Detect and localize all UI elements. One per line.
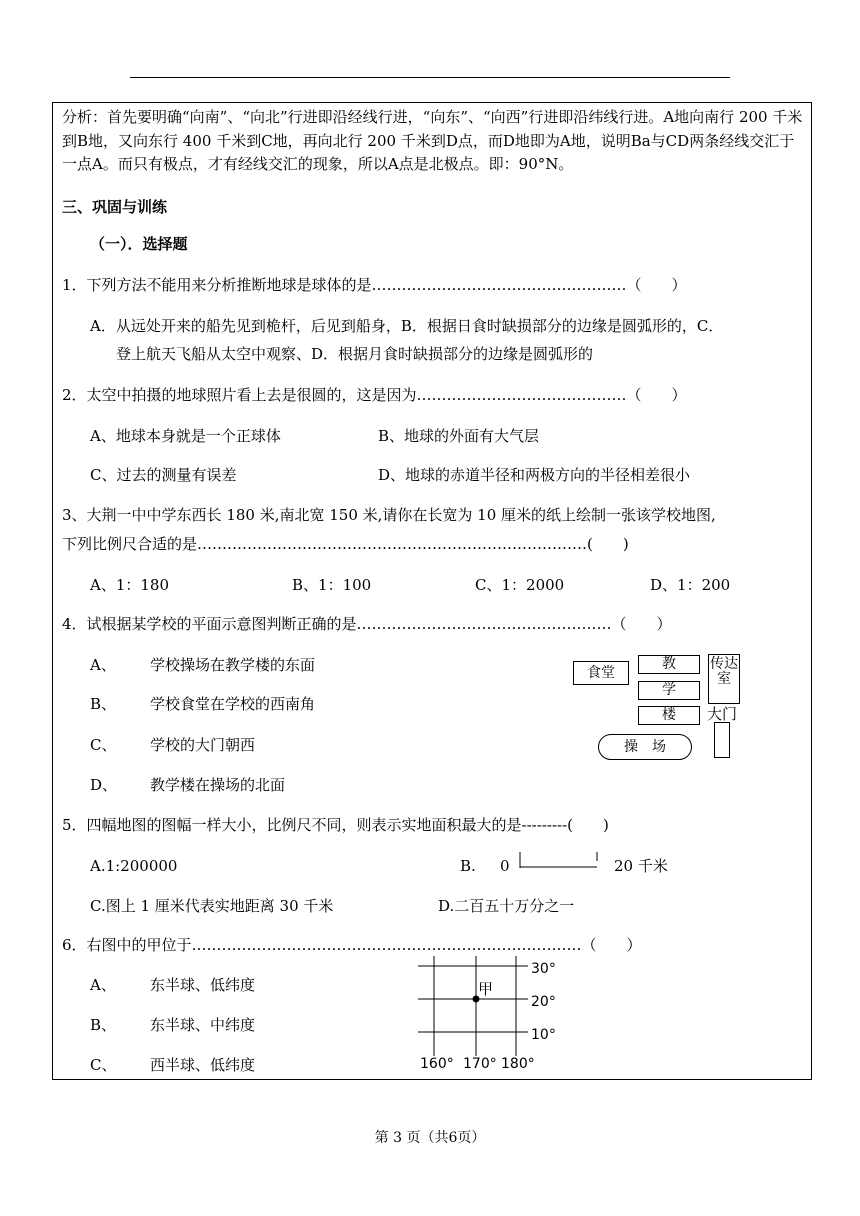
q2-option-c: C、过去的测量有误差 bbox=[90, 466, 237, 484]
q1-options-line2: 登上航天飞船从太空中观察、D．根据月食时缺损部分的边缘是圆弧形的 bbox=[116, 345, 594, 363]
q4-option-a-label: A、 bbox=[90, 656, 116, 674]
q6-option-c-label: C、 bbox=[90, 1056, 117, 1074]
page-footer bbox=[0, 1127, 860, 1147]
q4-option-a: 学校操场在教学楼的东面 bbox=[150, 656, 316, 674]
q3-option-c: C、1：2000 bbox=[475, 576, 565, 594]
footer-suffix: 页） bbox=[457, 1130, 486, 1146]
lon-label-160: 160° bbox=[420, 1056, 454, 1072]
q4-option-d-label: D、 bbox=[90, 776, 118, 794]
q5-stem: 5．四幅地图的图幅一样大小，比例尺不同，则表示实地面积最大的是---------( ) bbox=[62, 816, 609, 834]
map-building-part3: 楼 bbox=[638, 706, 700, 725]
q6-option-b: 东半球、中纬度 bbox=[150, 1016, 256, 1034]
q2-option-a: A、地球本身就是一个正球体 bbox=[90, 427, 281, 445]
q3-option-d: D、1：200 bbox=[650, 576, 731, 594]
lat-label-30: 30° bbox=[531, 961, 556, 977]
q5-option-c: C.图上 1 厘米代表实地距离 30 千米 bbox=[90, 897, 334, 915]
footer-mid: 页（共 bbox=[406, 1130, 449, 1146]
q6-option-a-label: A、 bbox=[90, 976, 116, 994]
q3-option-b: B、1：100 bbox=[292, 576, 372, 594]
q3-stem-line2: 下列比例尺合适的是……………………………………………………………………( ) bbox=[62, 535, 629, 553]
q4-option-c-label: C、 bbox=[90, 736, 117, 754]
footer-prefix: 第 bbox=[374, 1130, 389, 1146]
map-gate-label: 大门 bbox=[707, 705, 738, 723]
q1-stem: 1．下列方法不能用来分析推断地球是球体的是……………………………………………（ ） bbox=[62, 276, 687, 294]
subsection-title: （一）．选择题 bbox=[90, 235, 188, 253]
q4-option-b-label: B、 bbox=[90, 695, 117, 713]
q6-option-c: 西半球、低纬度 bbox=[150, 1056, 256, 1074]
q5-option-a: A.1:200000 bbox=[90, 857, 178, 875]
q6-latlon-grid bbox=[410, 952, 580, 1072]
q3-stem-line1: 3、大荆一中中学东西长 180 米,南北宽 150 米,请你在长宽为 10 厘米的纸上绘制一张该学校地图, bbox=[62, 506, 716, 524]
map-canteen: 食堂 bbox=[573, 661, 629, 685]
q5-scale-distance: 20 千米 bbox=[614, 857, 668, 875]
q4-stem: 4．试根据某学校的平面示意图判断正确的是……………………………………………（ ） bbox=[62, 615, 672, 633]
q5-option-b-label: B. bbox=[460, 857, 476, 875]
q5-option-d: D.二百五十万分之一 bbox=[438, 897, 575, 915]
q4-option-b: 学校食堂在学校的西南角 bbox=[150, 695, 316, 713]
q4-option-d: 教学楼在操场的北面 bbox=[150, 776, 286, 794]
q2-stem: 2．太空中拍摄的地球照片看上去是很圆的，这是因为……………………………………（ ） bbox=[62, 386, 687, 404]
q2-option-b: B、地球的外面有大气层 bbox=[378, 427, 540, 445]
map-playground: 操 场 bbox=[598, 734, 692, 760]
lon-label-180: 180° bbox=[501, 1056, 535, 1072]
footer-page-total: 6 bbox=[448, 1130, 458, 1146]
q4-option-c: 学校的大门朝西 bbox=[150, 736, 256, 754]
lon-label-170: 170° bbox=[463, 1056, 497, 1072]
map-building-part2: 学 bbox=[638, 681, 700, 700]
header-rule bbox=[130, 77, 730, 78]
map-building-part1: 教 bbox=[638, 655, 700, 674]
lat-label-10: 10° bbox=[531, 1027, 556, 1043]
analysis-paragraph: 分析：首先要明确“向南”、“向北”行进即沿经线行进，“向东”、“向西”行进即沿纬线行进。A地向南行 200 千米到B地，又向东行 400 千米到C地，再向北行 200 千米到D点，而D地即为A地，说明Ba与CD两条经线交汇于一点A。而只有极点，才有经线交汇的现象，所以A点是北极点。即：90°N。 bbox=[62, 108, 803, 173]
q3-option-a: A、1：180 bbox=[90, 576, 170, 594]
q5-scale-bar bbox=[515, 848, 605, 872]
grid-lines bbox=[418, 956, 528, 1056]
map-gate bbox=[714, 722, 730, 758]
q6-stem: 6．右图中的甲位于……………………………………………………………………（ ） bbox=[62, 936, 642, 954]
q1-options-line1: A．从远处开来的船先见到桅杆，后见到船身，B．根据日食时缺损部分的边缘是圆弧形的，C． bbox=[90, 317, 724, 335]
footer-page-number: 3 bbox=[393, 1130, 402, 1146]
section-title: 三、巩固与训练 bbox=[62, 198, 168, 216]
lat-label-20: 20° bbox=[531, 994, 556, 1010]
q2-option-d: D、地球的赤道半径和两极方向的半径相差很小 bbox=[378, 466, 691, 484]
map-guard-room: 传达室 bbox=[708, 654, 740, 704]
q6-option-a: 东半球、低纬度 bbox=[150, 976, 256, 994]
q5-scale-zero: 0 bbox=[500, 857, 510, 875]
point-jia-label: 甲 bbox=[478, 980, 494, 998]
q6-option-b-label: B、 bbox=[90, 1016, 117, 1034]
